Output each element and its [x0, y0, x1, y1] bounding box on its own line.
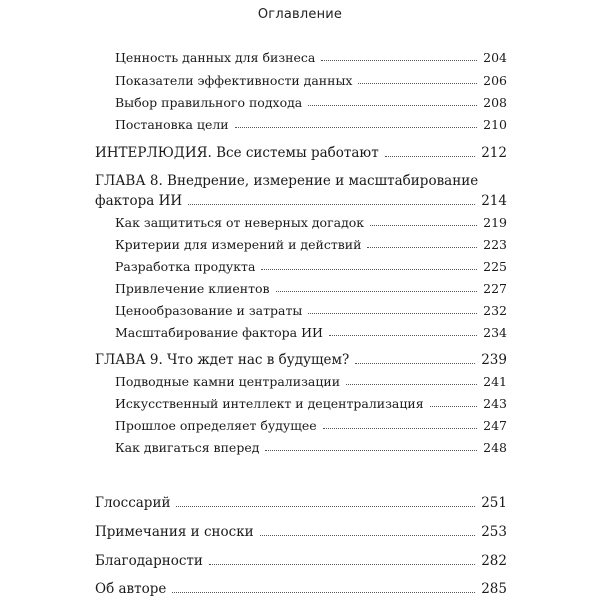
toc-entry-page: 227 — [483, 281, 507, 296]
toc-entry-title: Привлечение клиентов — [115, 281, 270, 296]
toc-entry-title: ИНТЕРЛЮДИЯ. Все системы работают — [95, 145, 379, 161]
toc-entry-page: 219 — [483, 215, 507, 230]
toc-entry-title: Ценообразование и затраты — [115, 303, 303, 318]
toc-entry-page: 223 — [483, 237, 507, 252]
toc-entry-title: Ценность данных для бизнеса — [115, 50, 316, 65]
toc-entry-title: Масштабирование фактора ИИ — [115, 325, 323, 340]
toc-entry[interactable] — [115, 117, 507, 132]
dot-leader — [276, 290, 478, 292]
toc-entry-page: 204 — [483, 50, 507, 65]
dot-leader — [235, 126, 478, 128]
toc-entry[interactable] — [115, 215, 507, 230]
running-head: Оглавление — [257, 7, 343, 22]
dot-leader — [261, 268, 477, 270]
toc-entry-page: 210 — [483, 117, 507, 132]
toc-entry-title: Как защититься от неверных догадок — [115, 215, 365, 230]
toc-entry-title: Показатели эффективности данных — [115, 73, 353, 88]
dot-leader — [172, 591, 475, 593]
dot-leader — [209, 563, 475, 565]
toc-entry-page: 212 — [481, 145, 507, 161]
toc-entry-title: Глоссарий — [95, 495, 171, 511]
toc-entry[interactable] — [115, 237, 507, 252]
chapter-8-title-line-1[interactable]: ГЛАВА 8. Внедрение, измерение и масштабирование — [95, 173, 479, 189]
toc-entry-page: 214 — [481, 193, 507, 209]
toc-entry-title: Искусственный интеллект и децентрализация — [115, 396, 424, 411]
dot-leader — [260, 534, 476, 536]
toc-entry-title: Разработка продукта — [115, 259, 256, 274]
toc-entry-title: Благодарности — [95, 553, 203, 569]
toc-entry-title: Примечания и сноски — [95, 524, 254, 540]
dot-leader — [370, 224, 477, 226]
toc-entry-title: Выбор правильного подхода — [115, 95, 303, 110]
toc-entry-title: Постановка цели — [115, 117, 229, 132]
toc-about-author[interactable] — [95, 581, 507, 597]
toc-entry-title: ГЛАВА 9. Что ждет нас в будущем? — [95, 352, 350, 368]
toc-entry[interactable] — [115, 259, 507, 274]
toc-entry-title: Критерии для измерений и действий — [115, 237, 362, 252]
dot-leader — [176, 505, 475, 507]
toc-acknowledgements[interactable] — [95, 553, 507, 569]
toc-entry-page: 248 — [483, 440, 507, 455]
toc-interlude[interactable] — [95, 145, 507, 161]
dot-leader — [358, 82, 477, 84]
toc-entry[interactable] — [115, 418, 507, 433]
toc-entry-page: 206 — [483, 73, 507, 88]
toc-entry-page: 239 — [481, 352, 507, 368]
dot-leader — [367, 246, 477, 248]
toc-entry-page: 243 — [483, 396, 507, 411]
toc-notes[interactable] — [95, 524, 507, 540]
dot-leader — [265, 449, 477, 451]
toc-entry-title: Об авторе — [95, 581, 167, 597]
dot-leader — [323, 427, 477, 429]
dot-leader — [188, 203, 475, 205]
toc-entry[interactable] — [115, 374, 507, 389]
toc-entry-page: 208 — [483, 95, 507, 110]
toc-entry[interactable] — [115, 73, 507, 88]
toc-entry[interactable] — [115, 95, 507, 110]
toc-entry-title: Прошлое определяет будущее — [115, 418, 317, 433]
toc-entry-page: 247 — [483, 418, 507, 433]
toc-entry-page: 251 — [481, 495, 507, 511]
dot-leader — [346, 383, 477, 385]
toc-entry[interactable] — [115, 281, 507, 296]
chapter-8-title-line-2: фактора ИИ — [95, 193, 183, 209]
toc-entry-page: 241 — [483, 374, 507, 389]
dot-leader — [308, 312, 477, 314]
toc-chapter-9[interactable] — [95, 352, 507, 368]
toc-entry-page: 282 — [481, 553, 507, 569]
toc-entry[interactable] — [115, 440, 507, 455]
toc-entry[interactable] — [115, 50, 507, 65]
toc-entry-title: Как двигаться вперед — [115, 440, 260, 455]
toc-entry-page: 225 — [483, 259, 507, 274]
toc-entry-page: 253 — [481, 524, 507, 540]
dot-leader — [430, 405, 478, 407]
toc-entry[interactable] — [115, 396, 507, 411]
toc-entry-title: Подводные камни централизации — [115, 374, 341, 389]
toc-entry-page: 234 — [483, 325, 507, 340]
dot-leader — [321, 59, 477, 61]
dot-leader — [308, 104, 477, 106]
toc-glossary[interactable] — [95, 495, 507, 511]
toc-entry[interactable] — [115, 325, 507, 340]
toc-entry-page: 285 — [481, 581, 507, 597]
toc-entry[interactable] — [115, 303, 507, 318]
dot-leader — [355, 362, 475, 364]
dot-leader — [329, 334, 477, 336]
toc-chapter-8[interactable] — [95, 193, 507, 209]
toc-entry-page: 232 — [483, 303, 507, 318]
dot-leader — [385, 155, 476, 157]
